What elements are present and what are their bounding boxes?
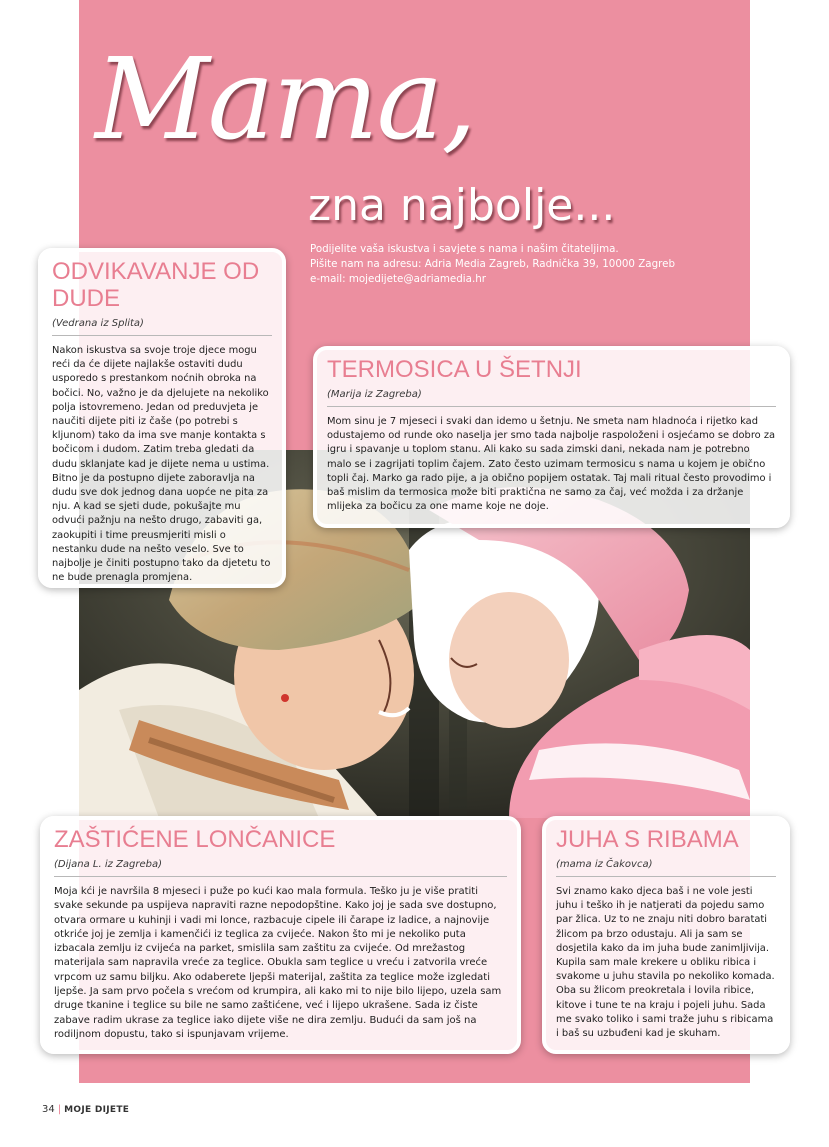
page-number: 34 — [42, 1104, 55, 1115]
page-footer — [42, 1104, 129, 1115]
intro-text — [310, 242, 710, 287]
article-body: Svi znamo kako djeca baš i ne vole jesti juhu i teško ih je natjerati da pojedu samo par žlica. Uz to ne znaju niti dobro baratati žlicom pa brzo odustaju. Ali ja sam se dosjetila kako da im juha bude zanimljivija. Kupila sam male krekere u obliku ribica i svakome u juhu stavila po nekoliko komada. Oba su žlicom preokretala i lovila ribice, kitove i tune te na kraju i pojeli juhu. Sada me svako toliko i sami traže juhu s ribicama i baš su uzbuđeni kad je skuham. — [556, 886, 775, 1040]
article-box-loncanice — [40, 816, 521, 1054]
article-title: ZAŠTIĆENE LONČANICE — [54, 826, 336, 853]
article-body: Moja kći je navršila 8 mjeseci i puže po kući kao mala formula. Teško ju je više pratiti svake sekunde pa uspijeva napraviti razne nepodopštine. Kako joj je sada sve dostupno, otvara ormare u kuhinji i vadi mi lonce, razbacuje cipele ili čarape iz ladice, a najnovije otkriće joj je zemlja i kamenčići iz teglica za cvijeće. Nakon što mi je nekoliko puta izbacala zemlju iz cvijeća na parket, smislila sam zaštitu za cvijeće. Od mrežastog materijala sam napravila vreće za teglice. Obukla sam teglice u vreću i zatvorila vreće vrpcom uz samu biljku. Ako odaberete ljepši materijal, zaštita za teglice može izgledati ljepše. Ja sam prvo počela s vrećom od krumpira, ali kako mi to nije bilo lijepo, uzela sam druge tkanine i teglice su bile ne samo zaštićene, već i lijepo ukrašene. Sada iz čiste zabave radim ukrase za teglice iako dijete više ne dira zemlju. Budući da sam još na rodiljnom dopustu, tako si ispunjavam vrijeme. — [54, 886, 502, 1040]
article-body: Nakon iskustva sa svoje troje djece mogu reći da će dijete najlakše ostaviti dudu usporedo s prestankom noćnih obroka na bočici. No, važno je da djelujete na nekoliko polja istovremeno. Jedan od preduvjeta je naučiti dijete piti iz čaše (po potrebi s kljunom) tako da ima sve manje kontakta s bočicom i dudom. Zatim treba gledati da dudu sklanjate kad je dijete nema u ustima. Bitno je da postupno dijete zaboravlja na dudu sve dok jednog dana uopće ne pita za nju. A kad se sjeti dude, pokušajte mu odvući pažnju na nešto drugo, zabaviti ga, zaokupiti i time preusmjeriti misli o nestanku dude na nešto veselo. Sve to najbolje je činiti postupno tako da djetetu to ne bude prenagla promjena. — [52, 345, 271, 584]
article-box-juha — [542, 816, 790, 1054]
intro-line: Pišite nam na adresu: Adria Media Zagreb, Radnička 39, 10000 Zagreb — [310, 258, 676, 270]
article-box-termosica — [313, 346, 790, 528]
article-author: (Dijana L. iz Zagreba) — [54, 859, 507, 877]
footer-separator: | — [57, 1104, 62, 1115]
article-author: (mama iz Čakovca) — [556, 859, 776, 877]
article-title: ODVIKAVANJE OD DUDE — [52, 258, 260, 312]
article-body: Mom sinu je 7 mjeseci i svaki dan idemo u šetnju. Ne smeta nam hladnoća i rijetko kad odustajemo od runde oko naselja jer smo tada najbolje raspoloženi i osjećamo se dobro za igru i spavanje u toplom stanu. Ali kako su sada zimski dani, nekada nam je potrebno malo se i zagrijati toplim čajem. Zato često uzimam termosicu s nama u kojem je obično topli čaj. Marko ga rado pije, a ja obično popijem ostatak. Taj mali ritual često provodimo i baš mislim da termosica može biti praktična ne samo za čaj, već možda i za držanje mlijeka za bočicu za one mame koje ne doje. — [327, 416, 776, 513]
article-author: (Marija iz Zagreba) — [327, 389, 776, 407]
article-title: JUHA S RIBAMA — [556, 826, 739, 853]
title-mama: Mama, — [95, 35, 476, 165]
intro-line: Podijelite vaša iskustva i savjete s nama i našim čitateljima. — [310, 243, 619, 255]
article-title: TERMOSICA U ŠETNJI — [327, 356, 582, 383]
intro-line: e-mail: mojedijete@adriamedia.hr — [310, 273, 486, 285]
article-box-odvikavanje — [38, 248, 286, 588]
title-subtitle: zna najbolje... — [308, 180, 616, 231]
article-author: (Vedrana iz Splita) — [52, 318, 272, 336]
magazine-name: MOJE DIJETE — [64, 1105, 130, 1115]
